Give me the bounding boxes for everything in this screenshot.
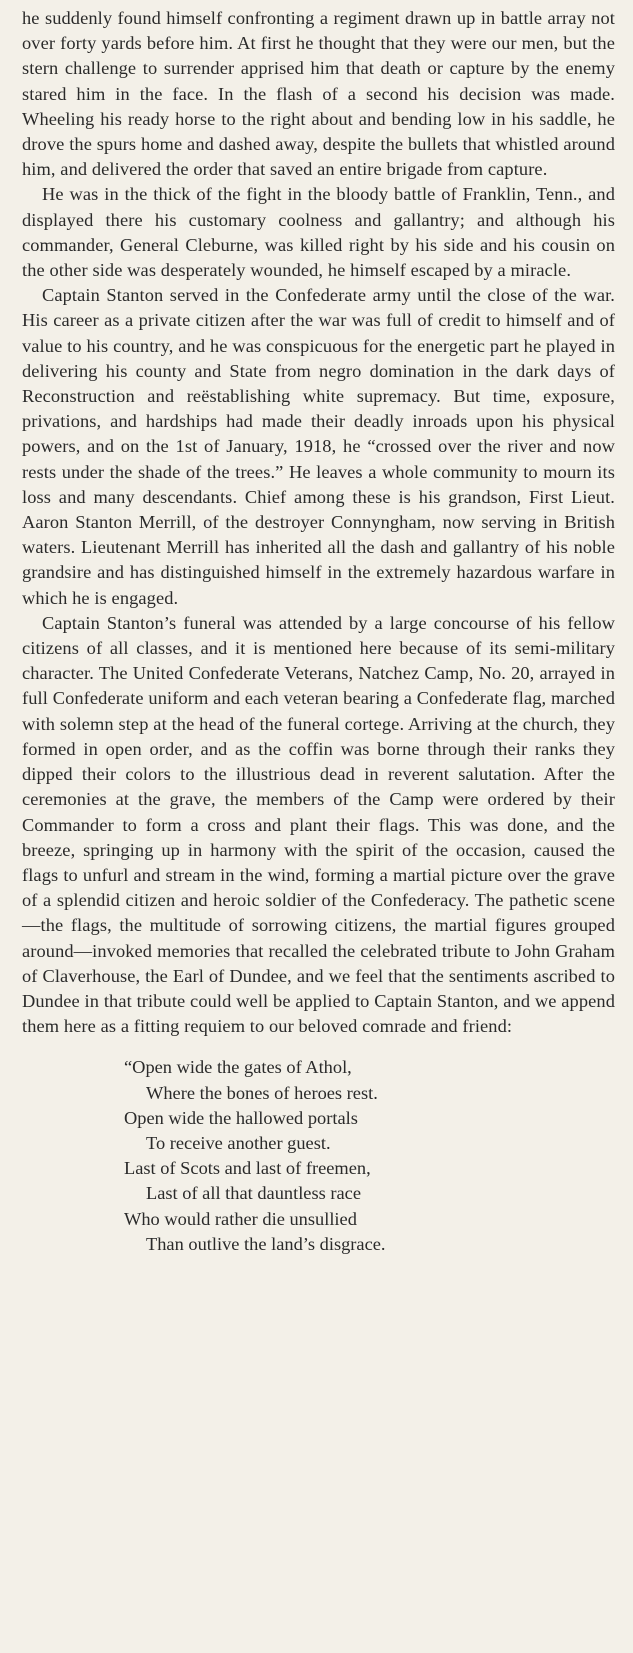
poem-line: Than outlive the land’s disgrace. bbox=[146, 1233, 386, 1254]
paragraph-franklin-battle: He was in the thick of the fight in the bloody battle of Franklin, Tenn., and displayed there his customary coolness and gallantry; and although his commander, General Cleburne, was killed right by his side and his cousin on the other side was desperately wounded, he himself escaped by a miracle. bbox=[22, 184, 615, 281]
poem-line: Where the bones of heroes rest. bbox=[146, 1082, 378, 1103]
poem-line: “Open wide the gates of Athol, bbox=[124, 1057, 352, 1078]
poem-line: Last of Scots and last of freemen, bbox=[124, 1158, 371, 1179]
poem-line: Open wide the hallowed portals bbox=[124, 1107, 358, 1128]
poem-line: Who would rather die unsullied bbox=[124, 1208, 357, 1229]
paragraph-continuation: he suddenly found himself confronting a regiment drawn up in battle array not over forty yards before him. At first he thought that they were our men, but the stern challenge to surrender apprised him that death or capture by the enemy stared him in the face. In the flash of a second his decision was made. Wheeling his ready horse to the right about and bending low in his saddle, he drove the spurs home and dashed away, despite the bullets that whistled around him, and delivered the order that saved an entire brigade from capture. bbox=[22, 8, 615, 180]
paragraph-funeral: Captain Stanton’s funeral was attended by a large concourse of his fellow citizens of all classes, and it is mentioned here because of its semi-military character. The United Confederate Veterans, Natchez Camp, No. 20, arrayed in full Confederate uniform and each veteran bearing a Confederate flag, marched with solemn step at the head of the funeral cortege. Arriving at the church, they formed in open order, and as the coffin was borne through their ranks they dipped their colors to the illustrious dead in reverent salutation. After the ceremonies at the grave, the members of the Camp were ordered by their Commander to form a cross and plant their flags. This was done, and the breeze, springing up in harmony with the spirit of the occasion, caused the flags to unfurl and stream in the wind, forming a martial picture over the grave of a splendid citizen and heroic soldier of the Confederacy. The pathetic scene—the flags, the multitude of sorrowing citizens, the martial figures grouped around—invoked memories that recalled the celebrated tribute to John Graham of Claverhouse, the Earl of Dundee, and we feel that the sentiments ascribed to Dundee in that tribute could well be applied to Captain Stanton, and we append them here as a fitting requiem to our beloved comrade and friend: bbox=[22, 612, 615, 1037]
paragraph-civilian-career: Captain Stanton served in the Confederate army until the close of the war. His career as a private citizen after the war was full of credit to himself and of value to his country, and he was conspicuous for the energetic part he played in delivering his county and State from negro domination in the dark days of Reconstruction and reëstablishing white supremacy. But time, exposure, privations, and hardships had made their deadly inroads upon his physical powers, and on the 1st of January, 1918, he “crossed over the river and now rests under the shade of the trees.” He leaves a whole community to mourn its loss and many descendants. Chief among these is his grandson, First Lieut. Aaron Stanton Merrill, of the destroyer Connyngham, now serving in British waters. Lieutenant Merrill has inherited all the dash and gallantry of his noble grandsire and has distinguished himself in the extremely hazardous warfare in which he is engaged. bbox=[22, 285, 615, 608]
poem-requiem bbox=[22, 1055, 615, 1257]
poem-line: To receive another guest. bbox=[146, 1132, 331, 1153]
poem-line: Last of all that dauntless race bbox=[146, 1183, 361, 1204]
